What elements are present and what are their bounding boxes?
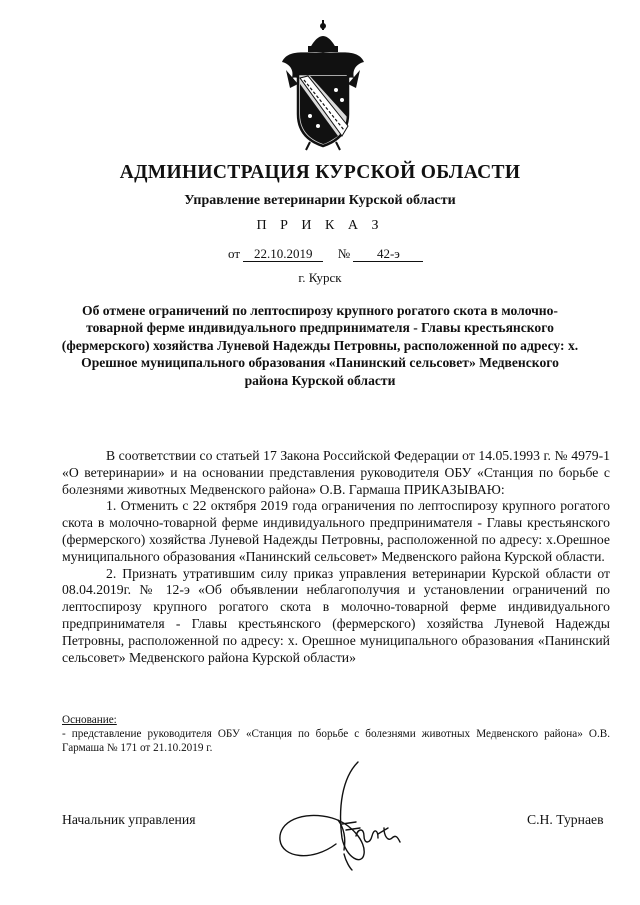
- document-type: П Р И К А З: [256, 218, 384, 233]
- document-subject: Об отмене ограничений по лептоспирозу крупного рогатого скота в молочно-товарной ферме индивидуального предпринимателя - Главы крестьянского (фермерского) хозяйства Луневой Надежды Петровны, расположенной по адресу: х. Орешное муниципального образования «Панинский сельсовет» Медвенского района Курской области: [61, 303, 579, 388]
- basis-heading: Основание:: [62, 714, 117, 726]
- signatory-position: Начальник управления: [62, 812, 196, 827]
- handwritten-signature-icon: [272, 758, 412, 883]
- order-item-1: 1. Отменить с 22 октября 2019 года ограничения по лептоспирозу крупного рогатого скота в молочно-товарной ферме индивидуального предпринимателя - Главы крестьянского (фермерского) хозяйства Луневой Надежды Петровны, расположенной по адресу: х.Орешное муниципального образования «Панинский сельсовет» Медвенского района Курской области.: [62, 498, 610, 564]
- document-number: 42-э: [353, 247, 423, 262]
- order-item-2: 2. Признать утратившим силу приказ управления ветеринарии Курской области от 08.04.2019г. № 12-э «Об объявлении неблагополучия и установлении ограничений по лептоспирозу крупного рогатого скота в молочно-товарной ферме индивидуального предпринимателя - Главы крестьянского (фермерского) хозяйства Луневой Надежды Петровны, расположенной по адресу: х. Орешное муниципального образования «Панинский сельсовет» Медвенского района Курской области»: [62, 565, 610, 665]
- signatory-name: С.Н. Турнаев: [527, 812, 604, 827]
- city: г. Курск: [298, 270, 342, 285]
- date-prefix: от: [228, 246, 241, 261]
- document-date: 22.10.2019: [243, 247, 323, 262]
- department-name: Управление ветеринарии Курской области: [184, 193, 456, 208]
- kursk-coat-of-arms-icon: [280, 18, 366, 154]
- basis-section: [62, 713, 610, 755]
- number-prefix: №: [337, 246, 351, 261]
- basis-text: - представление руководителя ОБУ «Станция по борьбе с болезнями животных Медвенского района» О.В. Гармаша № 171 от 21.10.2019 г.: [62, 728, 610, 754]
- org-title: АДМИНИСТРАЦИЯ КУРСКОЙ ОБЛАСТИ: [119, 162, 521, 183]
- date-number-line: [228, 246, 423, 262]
- document-body: [62, 448, 610, 666]
- preamble: В соответствии со статьей 17 Закона Российской Федерации от 14.05.1993 г. № 4979-1 «О ветеринарии» и на основании представления руководителя ОБУ «Станция по борьбе с болезнями животных Медвенского района» О.В. Гармаша ПРИКАЗЫВАЮ:: [62, 448, 610, 497]
